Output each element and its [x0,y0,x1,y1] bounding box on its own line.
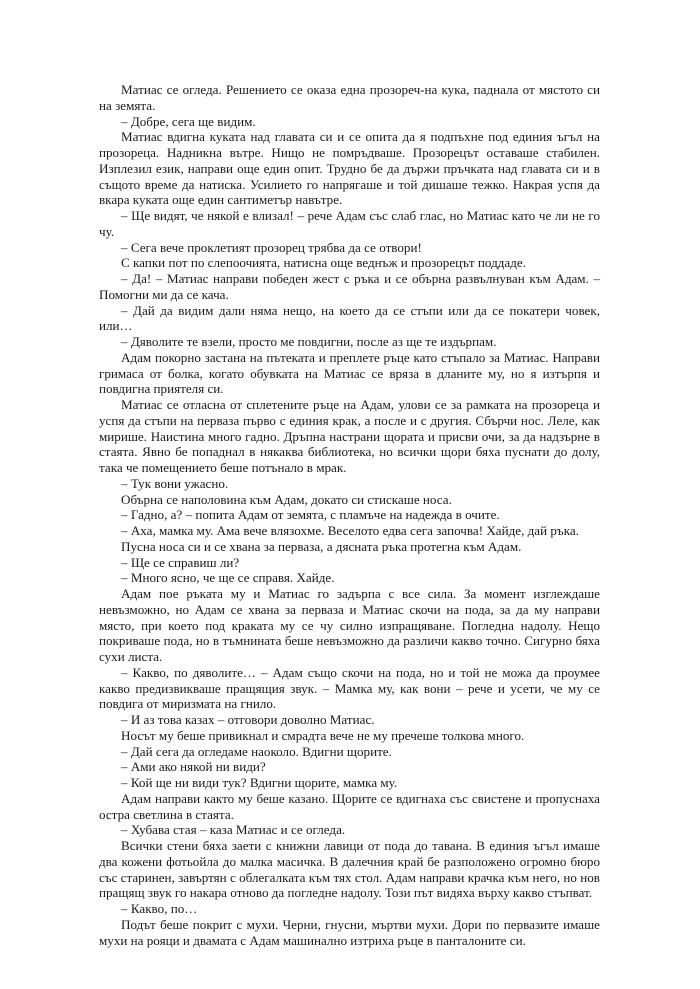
paragraph: – И аз това казах – отговори доволно Матиас. [121,712,375,727]
paragraph: – Да! – Матиас направи победен жест с ръка и се обърна развълнуван към Адам. – Помогни ми да се кача. [99,271,600,302]
paragraph: – Кой ще ни види тук? Вдигни щорите, мамка му. [121,775,398,790]
paragraph: Обърна се наполовина към Адам, докато си стискаше носа. [121,491,452,507]
paragraph: – Ами ако някой ни види? [121,759,266,775]
paragraph: – Дай да видим дали няма нещо, на което да се стъпи или да се покатери човек, или… [99,302,600,334]
paragraph: – Дай сега да огледаме наоколо. Вдигни щорите. [121,743,392,759]
paragraph: С капки пот по слепоочията, натисна още веднъж и прозорецът поддаде. [121,255,526,271]
paragraph: – Какво, по… [121,901,198,916]
paragraph: – Аха, мамка му. Ама вече влязохме. Веселото едва сега започва! Хайде, дай ръка. [121,523,579,538]
paragraph: – Гадно, а? – попита Адам от земята, с пламъче на надежда в очите. [121,507,500,523]
paragraph: Матиас се огледа. Решението се оказа една прозореч-на кука, паднала от мястото си на земята. [99,82,600,113]
paragraph: Адам пое ръката му и Матиас го задърпа с все сила. За момент изглеждаше невъзможно, но Адам се хвана за перваза и Матиас скочи на пода, за да му направи място, при което под краката му се чу силно изпращяване. Погледна надолу. Нещо покриваше пода, но в тъмнината беше невъзможно да различи какво точно. Сигурно бяха сухи листа. [99,586,600,664]
paragraph: Пусна носа си и се хвана за перваза, а дясната ръка протегна към Адам. [121,538,522,554]
paragraph: – Тук вони ужасно. [121,475,229,491]
paragraph: Подът беше покрит с мухи. Черни, гнусни, мъртви мухи. Дори по первазите имаше мухи на рояци и двамата с Адам машинално изтриха ръце в панталоните си. [99,916,600,948]
paragraph: Всички стени бяха заети с книжни лавици от пода до тавана. В единия ъгъл имаше два кожени фотьойла до малка масичка. В далечния край бе разположено огромно бюро със старинен, завъртян с облегалката към тях стол. Адам направи крачка към него, но нов пращящ звук го накара отново да погледне надолу. Този път видяха върху какво стъпват. [99,838,600,901]
paragraph: – Добре, сега ще видим. [121,113,256,129]
paragraph: Носът му беше привикнал и смрадта вече не му пречеше толкова много. [121,727,525,743]
paragraph: – Дяволите те взели, просто ме повдигни, после аз ще те издърпам. [121,334,497,349]
paragraph: – Ще се справиш ли? [121,554,240,570]
body-text [99,82,600,948]
paragraph: – Какво, по дяволите… – Адам също скочи на пода, но и той не можа да проумее какво предизвикваше пращящия звук. – Мамка му, как вони – рече и усети, че му се повдига от миризмата на гнило. [99,664,600,712]
paragraph: Матиас вдигна куката над главата си и се опита да я подпъхне под единия ъгъл на прозореца. Надникна вътре. Нищо не помръдваше. Прозорецът оставаше стабилен. Изплезил език, направи още един опит. Трудно бе да държи пръчката над главата си и в същото време да натиска. Усилието го напрягаше и той дишаше тежко. Накрая успя да вкара куката още един сантиметър навътре. [99,129,600,208]
paragraph: – Хубава стая – каза Матиас и се огледа. [121,822,346,838]
paragraph: Матиас се отласна от сплетените ръце на Адам, улови се за рамката на прозореца и успя да стъпи на перваза първо с единия крак, а после и с другия. Сбърчи нос. Леле, как мирише. Наистина много гадно. Дръпна настрани щората и присви очи, за да надзърне в стаята. Явно бе попаднал в някаква библиотека, но всички щори бяха пуснати до долу, така че помещението беше потънало в мрак. [99,397,600,475]
paragraph: – Ще видят, че някой е влизал! – рече Адам със слаб глас, но Матиас като че ли не го чу. [99,208,600,239]
paragraph: – Сега вече проклетият прозорец трябва да се отвори! [121,239,422,255]
paragraph: Адам направи както му беше казано. Щорите се вдигнаха със свистене и пропуснаха остра светлина в стаята. [99,790,600,822]
paragraph: – Много ясно, че ще се справя. Хайде. [121,570,335,586]
paragraph: Адам покорно застана на пътеката и преплете ръце като стъпало за Матиас. Направи гримаса от болка, когато обувката на Матиас се вряза в дланите му, но я изтърпя и повдигна приятеля си. [99,349,600,397]
